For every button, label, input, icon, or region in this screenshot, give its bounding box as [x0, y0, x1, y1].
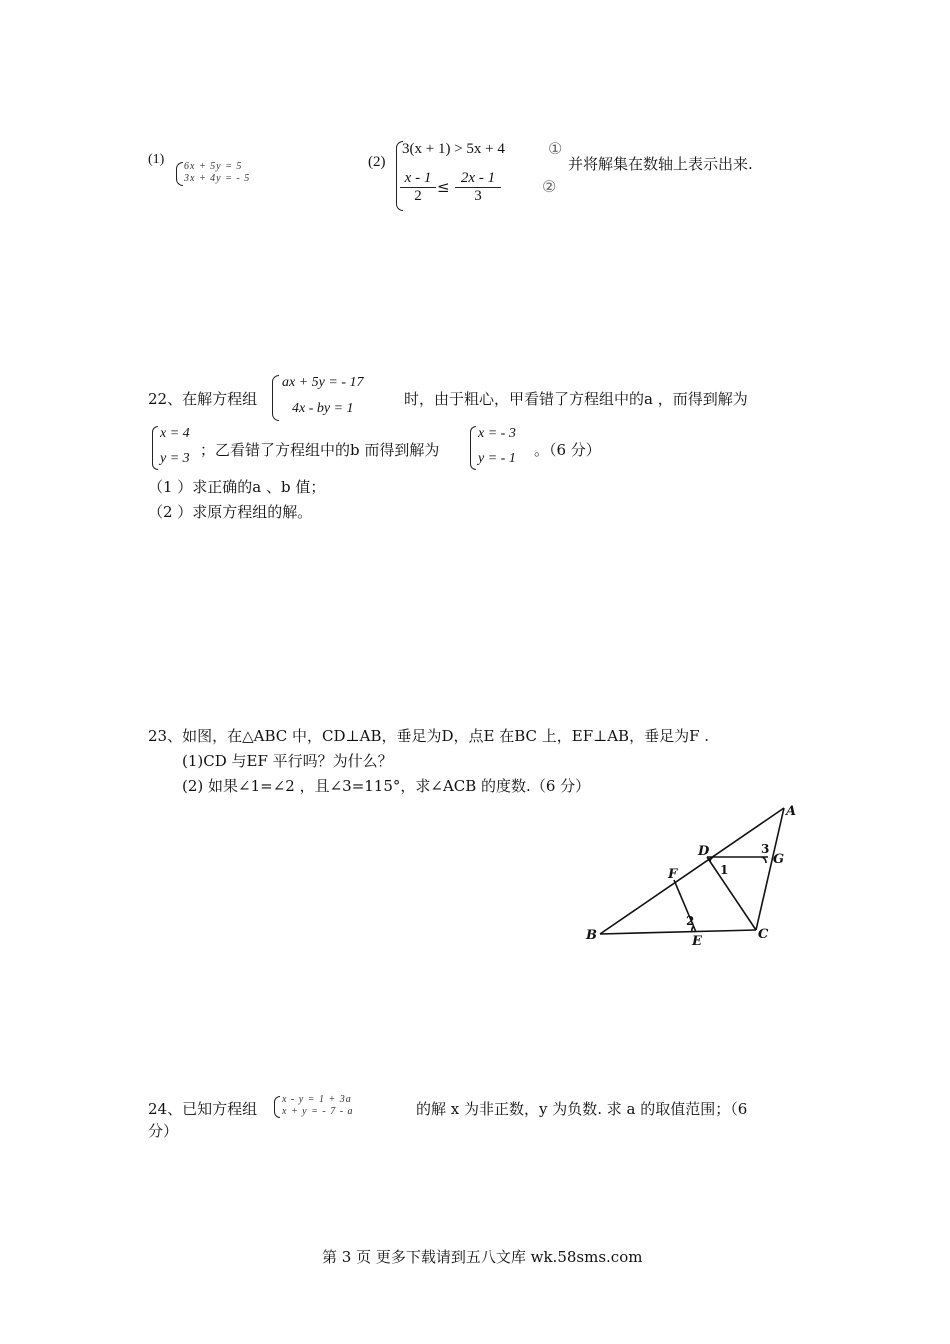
- q24-eq2: x + y = - 7 - a: [282, 1106, 354, 1117]
- angle-3-arc: [762, 857, 766, 863]
- q21-marker-2: ②: [542, 177, 557, 196]
- q22-sol2-x: x = - 3: [478, 426, 516, 441]
- label-angle-2: 2: [686, 914, 695, 928]
- label-D: D: [698, 844, 710, 859]
- label-C: C: [758, 927, 769, 942]
- q22-system-brace: [272, 375, 279, 421]
- q24-intro: 24、已知方程组: [148, 1100, 258, 1118]
- label-G: G: [773, 852, 785, 867]
- q21-marker-1: ①: [548, 139, 563, 158]
- label-B: B: [586, 928, 597, 943]
- side-BC: [600, 930, 756, 934]
- q22-intro: 22、在解方程组: [148, 390, 258, 408]
- label-angle-3: 3: [761, 842, 770, 856]
- q21-leq-sign: ≤: [437, 178, 450, 196]
- q22-sol1-x: x = 4: [160, 426, 190, 441]
- q23-line1: 23、如图，在△ABC 中，CD⊥AB，垂足为D，点E 在BC 上，EF⊥AB，垂足为F .: [148, 727, 710, 745]
- q21-part1-eq2: 3x + 4y = - 5: [184, 173, 251, 184]
- q22-sol1-brace: [152, 426, 158, 470]
- q24-system-brace: [274, 1096, 280, 1118]
- label-A: A: [786, 804, 797, 819]
- q21-fraction-1: [400, 170, 436, 205]
- q22-eq2: 4x - by = 1: [292, 401, 354, 416]
- q21-frac1-numerator: x - 1: [400, 170, 436, 188]
- side-CA: [756, 808, 784, 930]
- q23-sub2: (2) 如果∠1=∠2 ，且∠3=115°，求∠ACB 的度数.（6 分）: [182, 777, 591, 795]
- q22-sub1: （1 ）求正确的a 、b 值；: [148, 478, 326, 496]
- segment-DC: [707, 857, 756, 930]
- label-angle-1: 1: [720, 863, 729, 877]
- q21-part1-brace: [176, 162, 183, 186]
- q21-part2-label: (2): [368, 154, 386, 170]
- q22-eq1: ax + 5y = - 17: [282, 375, 364, 390]
- q22-mid2-text: ；乙看错了方程组中的b 而得到解为: [200, 441, 440, 459]
- q22-sub2: （2 ）求原方程组的解。: [148, 503, 313, 521]
- q24-rest: 的解 x 为非正数，y 为负数. 求 a 的取值范围；（6: [416, 1100, 748, 1118]
- q21-frac2-numerator: 2x - 1: [455, 170, 501, 188]
- q24-eq1: x - y = 1 + 3a: [282, 1094, 352, 1105]
- q21-instruction: 并将解集在数轴上表示出来.: [568, 155, 753, 173]
- page-footer: 第 3 页 更多下载请到五八文库 wk.58sms.com: [322, 1248, 643, 1266]
- q22-sol2-brace: [470, 426, 476, 470]
- q21-frac2-denominator: 3: [474, 188, 482, 204]
- q24-rest2: 分）: [148, 1122, 179, 1140]
- q21-part2-eq1: 3(x + 1) > 5x + 4: [402, 141, 505, 157]
- q23-sub1: (1)CD 与EF 平行吗？为什么？: [182, 752, 393, 770]
- label-E: E: [692, 934, 702, 949]
- q21-fraction-2: [455, 170, 501, 205]
- q22-score: 。（6 分）: [534, 441, 601, 459]
- q21-frac1-denominator: 2: [414, 188, 422, 204]
- label-F: F: [668, 867, 678, 882]
- q22-sol1-y: y = 3: [160, 451, 190, 466]
- triangle-figure: [580, 795, 810, 955]
- q21-part1-eq1: 6x + 5y = 5: [184, 161, 243, 172]
- q22-mid-text: 时，由于粗心，甲看错了方程组中的a ，而得到解为: [404, 390, 748, 408]
- q22-sol2-y: y = - 1: [478, 451, 516, 466]
- q21-part1-label: (1): [148, 152, 165, 167]
